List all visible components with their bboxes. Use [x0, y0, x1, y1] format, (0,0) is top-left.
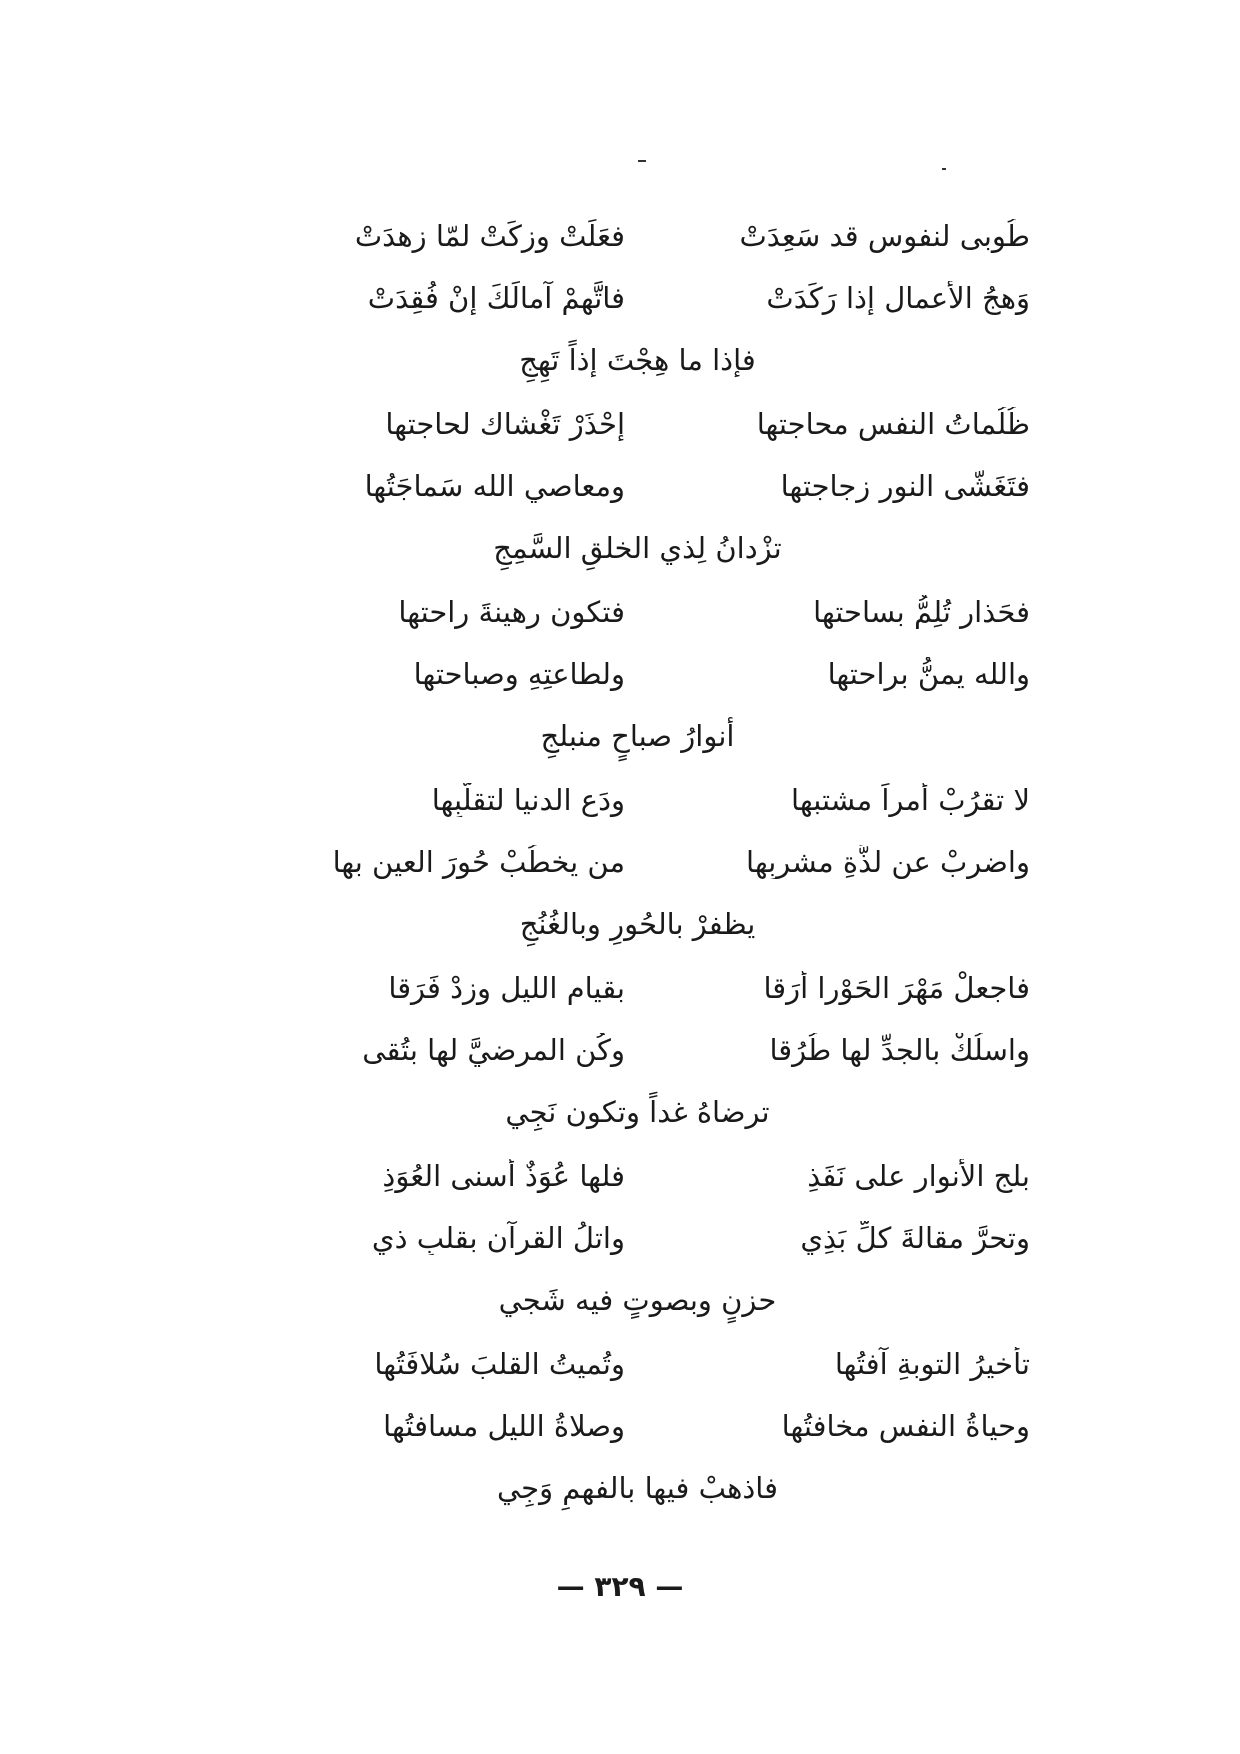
refrain-line: تزْدانُ لِذي الخلقِ السَّمِجِ [493, 531, 782, 565]
first-hemistich: طُوبى لنفوسٍ قد سَعِدَتْ [739, 219, 1030, 253]
stanza [245, 957, 1030, 1143]
verse-line [245, 581, 1030, 643]
first-hemistich: فتَغَشّى النور زجاجتها [780, 469, 1030, 503]
second-hemistich: ودَعِ الدنيا لتقلُّبِها [431, 783, 625, 817]
second-hemistich: وكُنِ المرضيَّ لها بتُقى [362, 1033, 625, 1067]
stanza [245, 1333, 1030, 1519]
verse-line [245, 1145, 1030, 1207]
first-hemistich: فاجعلْ مَهْرَ الحَوْرا أرَقا [763, 971, 1030, 1005]
verse-line [245, 267, 1030, 329]
ink-speck [942, 168, 946, 170]
first-hemistich: واضربْ عن لذَّةِ مشربِها [746, 845, 1030, 879]
first-hemistich: وتحرَّ مقالةَ كلِّ بَذِي [800, 1221, 1030, 1255]
first-hemistich: بلج الأنوار على نَفَذِ [807, 1159, 1030, 1193]
stanza [245, 205, 1030, 391]
second-hemistich: وصلاةُ الليلِ مسافتُها [383, 1409, 625, 1443]
verse-line [245, 205, 1030, 267]
verse-line [245, 1019, 1030, 1081]
second-hemistich: وتُميتُ القلبَ سُلافَتُها [374, 1347, 625, 1381]
stanza [245, 393, 1030, 579]
second-hemistich: واتلُ القرآن بقلبٍ ذي [371, 1221, 625, 1255]
refrain-line: حزنٍ وبصوتٍ فيه شَجي [498, 1283, 777, 1317]
verse-line [245, 455, 1030, 517]
refrain-line: فإذا ما هِجْتَ إذاً تَهِجِ [519, 343, 756, 377]
verse-line [245, 1395, 1030, 1457]
verse-line [245, 643, 1030, 705]
stanza [245, 769, 1030, 955]
poem [245, 205, 1030, 1521]
stanza [245, 581, 1030, 767]
first-hemistich: تأخيرُ التوبةِ آفتُها [834, 1347, 1030, 1381]
first-hemistich: لا تقرُبْ أمراً مشتبها [791, 783, 1030, 817]
refrain-line: أنوارُ صباحٍ منبلجِ [540, 719, 735, 753]
refrain-line: يظفرْ بالحُورِ وبالغُنُجِ [519, 907, 756, 941]
second-hemistich: فعَلَتْ وزكَتْ لمّا زهدَتْ [354, 219, 625, 253]
verse-line [245, 1207, 1030, 1269]
verse-line [245, 957, 1030, 1019]
second-hemistich: من يخطُبْ حُورَ العينِ بها [332, 845, 625, 879]
second-hemistich: فاتَّهِمْ آمالَكَ إنْ فُقِدَتْ [367, 281, 625, 315]
first-hemistich: ظُلُماتُ النفسِ محاجتها [756, 407, 1030, 441]
second-hemistich: ولطاعتِهِ وصباحتها [413, 657, 625, 691]
second-hemistich: إحْذَرْ تَغْشاك لحاجتها [385, 407, 625, 441]
second-hemistich: ومعاصي الله سَماجَتُها [364, 469, 625, 503]
second-hemistich: فلها عُوَذٌ أسنى العُوَذِ [382, 1159, 625, 1193]
first-hemistich: واسلُكْ بالجدِّ لها طُرُقا [769, 1033, 1030, 1067]
first-hemistich: والله يمنُّ براحتها [827, 657, 1030, 691]
refrain-line: ترضاهُ غداً وتكون نَجِي [505, 1095, 770, 1129]
first-hemistich: وحياةُ النفسِ مخافتُها [781, 1409, 1030, 1443]
first-hemistich: وَهجُ الأعمالِ إذا رَكَدَتْ [766, 281, 1030, 315]
second-hemistich: فتكون رهينةَ راحتها [398, 595, 625, 629]
verse-line [245, 1333, 1030, 1395]
verse-line [245, 769, 1030, 831]
verse-line [245, 393, 1030, 455]
refrain-line: فاذهبْ فيها بالفهمِ وَجِي [496, 1471, 779, 1505]
page-number: — ٣٢٩ — [556, 1570, 684, 1603]
ink-speck [638, 160, 646, 162]
second-hemistich: بقيامِ الليلِ وزدْ فَرَقا [388, 971, 625, 1005]
stanza [245, 1145, 1030, 1331]
verse-line [245, 831, 1030, 893]
first-hemistich: فحَذارِ تُلِمُّ بساحتها [813, 595, 1030, 629]
